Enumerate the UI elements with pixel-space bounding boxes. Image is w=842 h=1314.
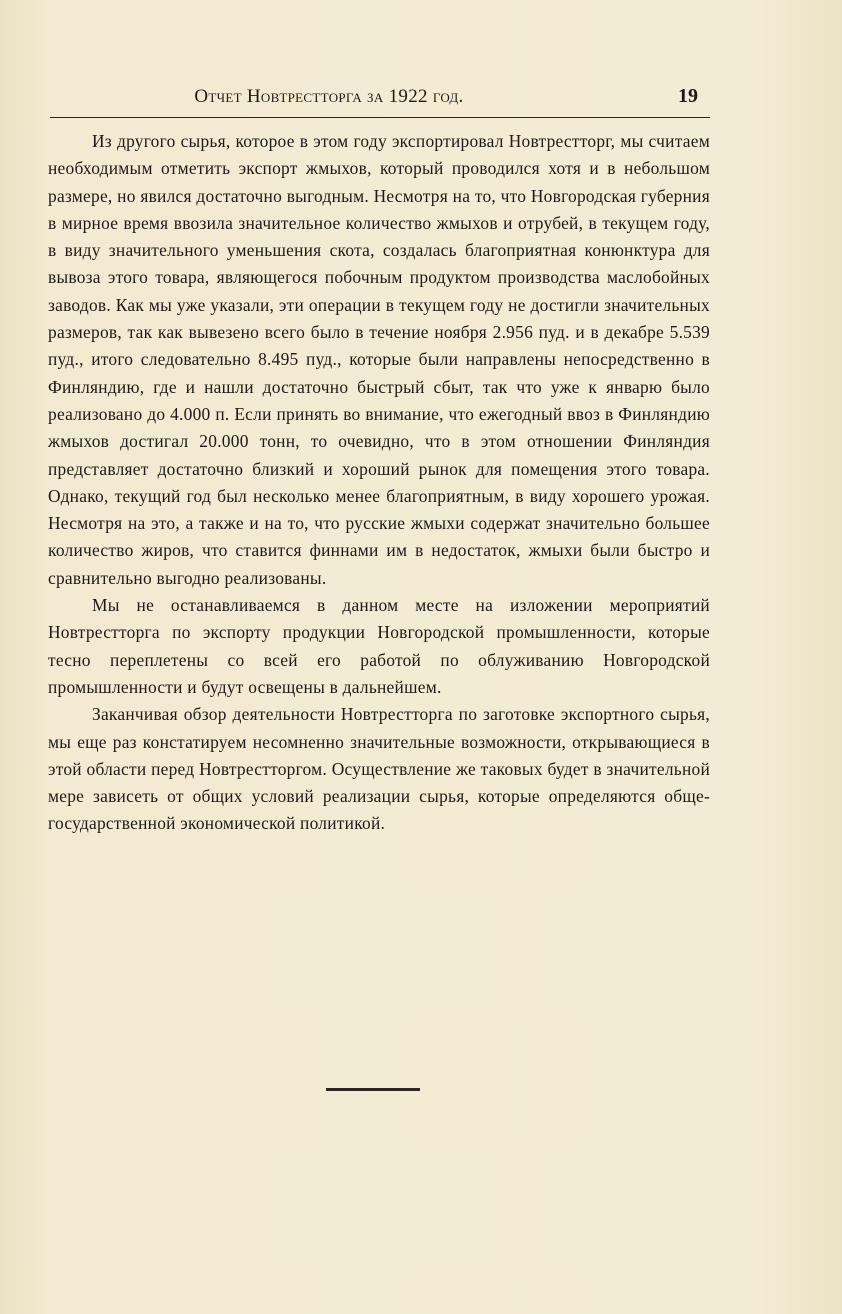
paragraph-industry-export: Мы не останавливаемся в данном месте на изложении мероприятий Новтрестторга по экспорту продукции Новгородской промышленности, которые тесно переплетены со всей его работой по облуживанию Новгородской промышленности и будут освещены в дальнейшем. xyxy=(48,595,710,697)
body-text xyxy=(48,128,710,838)
running-head xyxy=(48,86,710,112)
page-number: 19 xyxy=(678,85,698,107)
paragraph-conclusion: Заканчивая обзор деятельности Новтрестторга по заготовке экспортного сырья, мы еще раз констатируем несомненно значительные возможности, открывающиеся в этой области перед Новтрестторгом. Осуществление же таковых будет в значительной мере зависеть от общих условий реализации сырья, которые определяются обще-государственной экономической политикой. xyxy=(48,704,710,834)
header-rule xyxy=(50,117,710,118)
paragraph-oilcake-export: Из другого сырья, которое в этом году экспортировал Новтрестторг, мы считаем необходимым отметить экспорт жмыхов, который проводился хотя и в небольшом размере, но явился достаточно выгодным. Несмотря на то, что Новгородская губерния в мирное время ввозила значительное количество жмыхов и отрубей, в текущем году, в виду значительного уменьшения скота, создалась благоприятная конюнктура для вывоза этого товара, являющегося побочным продуктом производства маслобойных заводов. Как мы уже указали, эти операции в текущем году не достигли значительных размеров, так как вывезено всего было в течение ноября 2.956 пуд. и в декабре 5.539 пуд., итого следовательно 8.495 пуд., которые были направлены непосредственно в Финляндию, где и нашли достаточно быстрый сбыт, так что уже к январю было реализовано до 4.000 п. Если принять во внимание, что ежегодный ввоз в Финляндию жмыхов достигал 20.000 тонн, то очевидно, что в этом отношении Финляндия представляет достаточно близкий и хороший рынок для помещения этого товара. Однако, текущий год был несколько менее благоприятным, в виду хорошего урожая. Несмотря на это, а также и на то, что русские жмыхи содержат значительно большее количество жиров, что ставится финнами им в недостаток, жмыхи были быстро и сравнительно выгодно реализованы. xyxy=(48,131,710,588)
running-title: Отчет Новтрестторга за 1922 год. xyxy=(194,86,464,107)
section-end-rule xyxy=(326,1088,420,1091)
